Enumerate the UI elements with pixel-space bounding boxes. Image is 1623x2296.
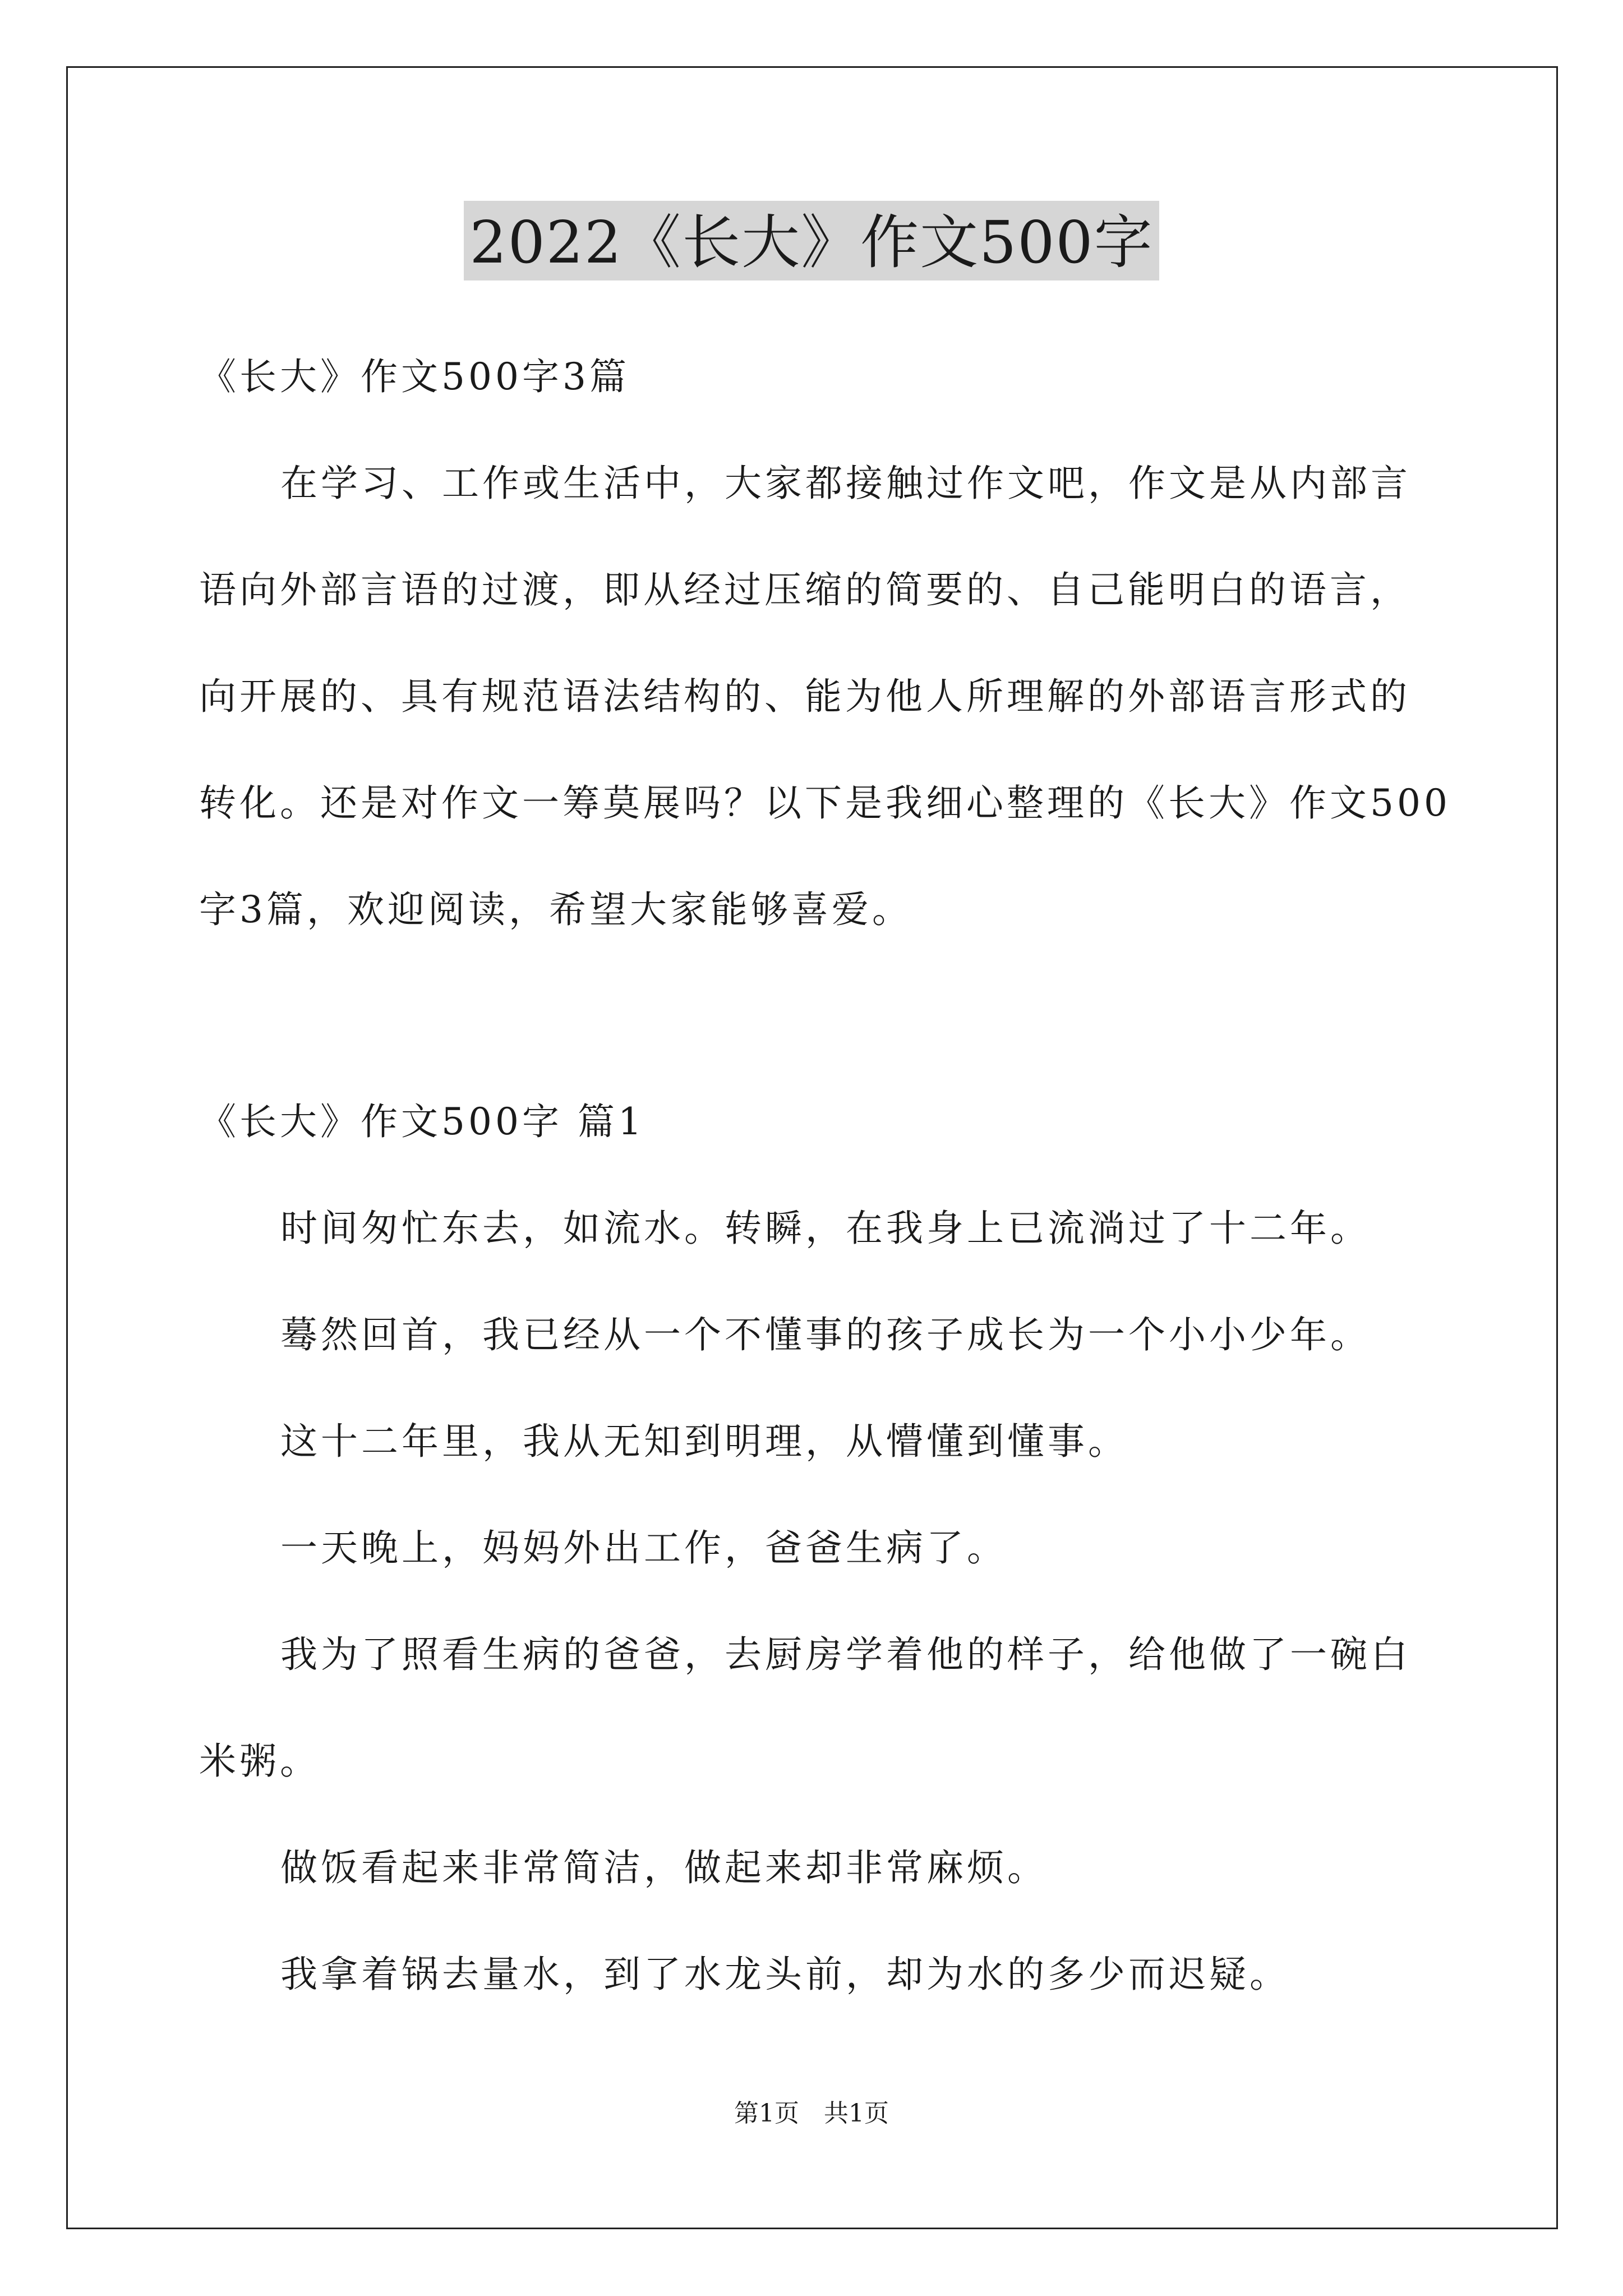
section-heading: 《长大》作文500字 篇1 — [199, 1100, 645, 1143]
body-line-2: 蓦然回首，我已经从一个不懂事的孩子成长为一个小小少年。 — [280, 1313, 1371, 1356]
subtitle: 《长大》作文500字3篇 — [199, 355, 630, 398]
body-line-8: 我拿着锅去量水，到了水龙头前，却为水的多少而迟疑。 — [280, 1953, 1290, 1996]
page-footer: 第1页 共1页 — [734, 2099, 889, 2128]
document-title: 2022《长大》作文500字 — [464, 201, 1159, 280]
intro-line-4: 转化。还是对作文一筹莫展吗？以下是我细心整理的《长大》作文500 — [199, 781, 1451, 825]
intro-line-2: 语向外部言语的过渡，即从经过压缩的简要的、自己能明白的语言， — [199, 568, 1410, 611]
body-line-5: 我为了照看生病的爸爸，去厨房学着他的样子，给他做了一碗白 — [280, 1633, 1411, 1676]
body-line-3: 这十二年里，我从无知到明理，从懵懂到懂事。 — [280, 1420, 1128, 1463]
body-line-7: 做饭看起来非常简洁，做起来却非常麻烦。 — [280, 1846, 1048, 1889]
body-line-6: 米粥。 — [199, 1740, 320, 1783]
body-line-4: 一天晚上，妈妈外出工作，爸爸生病了。 — [280, 1526, 1007, 1570]
intro-line-1: 在学习、工作或生活中，大家都接触过作文吧，作文是从内部言 — [280, 462, 1411, 505]
title-wrap — [0, 201, 1623, 280]
body-line-1: 时间匆忙东去，如流水。转瞬，在我身上已流淌过了十二年。 — [280, 1207, 1371, 1250]
intro-line-5: 字3篇，欢迎阅读，希望大家能够喜爱。 — [199, 888, 912, 931]
intro-line-3: 向开展的、具有规范语法结构的、能为他人所理解的外部语言形式的 — [199, 675, 1410, 718]
